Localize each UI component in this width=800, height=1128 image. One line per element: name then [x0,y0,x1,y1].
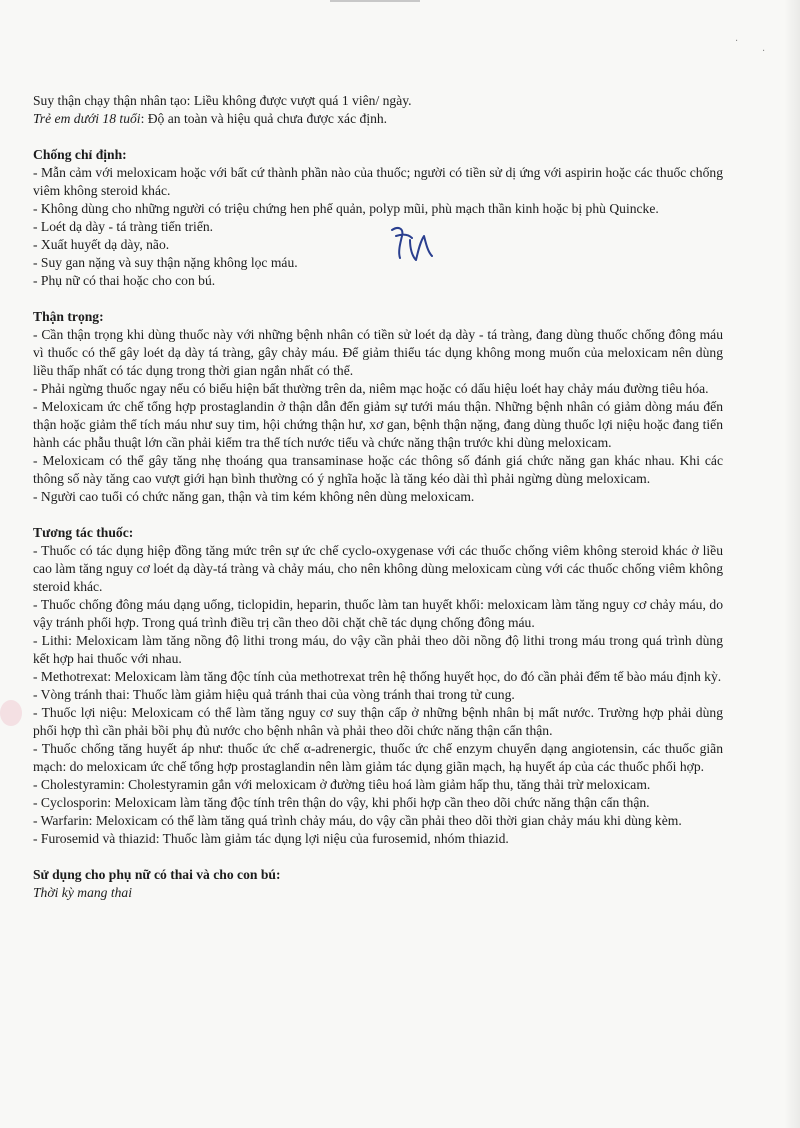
interactions-list [33,542,723,848]
list-item: - Không dùng cho những người có triệu chứng hen phế quản, polyp mũi, phù mạch thần kinh hoặc bị phù Quincke. [33,201,659,216]
list-item: - Cholestyramin: Cholestyramin gắn với meloxicam ở đường tiêu hoá làm giảm hấp thu, tăng thải trừ meloxicam. [33,777,651,792]
children-text: : Độ an toàn và hiệu quả chưa được xác định. [140,111,388,126]
list-item: - Thuốc chống tăng huyết áp như: thuốc ức chế α-adrenergic, thuốc ức chế enzym chuyển dạng angiotensin, các thuốc giãn mạch: do meloxicam ức chế tổng hợp prostaglandin nên làm giảm tác dụng giãn mạch, hạ huyết áp của các thuốc phối hợp. [33,741,723,774]
dosage-line: Suy thận chạy thận nhân tạo: Liều không được vượt quá 1 viên/ ngày. [33,93,412,108]
list-item: - Warfarin: Meloxicam có thể làm tăng quá trình chảy máu, do vậy cần phải theo dõi thời gian chảy máu khi dùng kèm. [33,813,682,828]
list-item: - Mẫn cảm với meloxicam hoặc với bất cứ thành phần nào của thuốc; người có tiền sử dị ứng với aspirin hoặc các thuốc chống viêm không steroid khác. [33,165,723,198]
pregnancy-heading: Sử dụng cho phụ nữ có thai và cho con bú: [33,867,281,882]
interactions-heading: Tương tác thuốc: [33,525,134,540]
list-item: - Meloxicam có thể gây tăng nhẹ thoáng qua transaminase hoặc các thông số đánh giá chức năng gan khác nhau. Khi các thông số này tăng cao vượt giới hạn bình thường có ý nghĩa hoặc là tăng kéo dài thì phải ngừng dùng meloxicam. [33,453,723,486]
list-item: - Phụ nữ có thai hoặc cho con bú. [33,273,216,288]
list-item: - Cyclosporin: Meloxicam làm tăng độc tính trên thận do vậy, khi phối hợp cần theo dõi chức năng thận cẩn thận. [33,795,650,810]
document-body [33,92,723,902]
scan-speck: · [735,36,739,47]
scan-speck: · [762,46,766,57]
children-label: Trẻ em dưới 18 tuổi [33,111,141,126]
list-item: - Loét dạ dày - tá tràng tiến triển. [33,219,214,234]
list-item: - Methotrexat: Meloxicam làm tăng độc tính của methotrexat trên hệ thống huyết học, do đó cần phải đếm tế bào máu định kỳ. [33,669,722,684]
list-item: - Người cao tuổi có chức năng gan, thận và tim kém không nên dùng meloxicam. [33,489,475,504]
list-item: - Xuất huyết dạ dày, não. [33,237,170,252]
list-item: - Lithi: Meloxicam làm tăng nồng độ lithi trong máu, do vậy cần phải theo dõi nồng độ lithi trong máu trong quá trình dùng kết hợp hai thuốc với nhau. [33,633,723,666]
list-item: - Thuốc lợi niệu: Meloxicam có thể làm tăng nguy cơ suy thận cấp ở những bệnh nhân bị mất nước. Trường hợp phải dùng phối hợp thì cần phải bồi phụ đủ nước cho bệnh nhân và phải theo dõi chức năng thận cẩn thận. [33,705,723,738]
precautions-heading: Thận trọng: [33,309,104,324]
page-edge-shadow [784,0,800,1128]
list-item: - Vòng tránh thai: Thuốc làm giảm hiệu quả tránh thai của vòng tránh thai trong tử cung. [33,687,515,702]
stain-mark [0,700,22,726]
list-item: - Cần thận trọng khi dùng thuốc này với những bệnh nhân có tiền sử loét dạ dày - tá tràng, đang dùng thuốc chống đông máu vì thuốc có thể gây loét dạ dày tá tràng, gây chảy máu. Để giảm thiểu tác dụng không mong muốn của meloxicam nên dùng liều thấp nhất có tác dụng trong thời gian ngắn nhất có thể. [33,327,723,378]
children-line [33,110,723,128]
list-item: - Thuốc có tác dụng hiệp đồng tăng mức trên sự ức chế cyclo-oxygenase với các thuốc chống viêm không steroid khác ở liều cao làm tăng nguy cơ loét dạ dày-tá tràng và chảy máu, cho nên không dùng meloxicam cùng với các thuốc chống viêm không steroid khác. [33,543,723,594]
list-item: - Thuốc chống đông máu dạng uống, ticlopidin, heparin, thuốc làm tan huyết khối: meloxicam làm tăng nguy cơ chảy máu, do vậy tránh phối hợp. Trong quá trình điều trị cần theo dõi chặt chẽ tác dụng chống đông máu. [33,597,723,630]
precautions-list [33,326,723,506]
contraindications-list [33,164,723,290]
list-item: - Meloxicam ức chế tổng hợp prostaglandin ở thận dẫn đến giảm sự tưới máu thận. Những bệnh nhân có giảm dòng máu đến thận hoặc giảm thể tích máu như suy tim, hội chứng thận hư, xơ gan, bệnh thận nặng, đang dùng thuốc lợi niệu hoặc đang tiến hành các phẫu thuật lớn cần phải kiểm tra thể tích nước tiểu và chức năng thận trước khi dùng meloxicam. [33,399,723,450]
pregnancy-subheading: Thời kỳ mang thai [33,885,133,900]
list-item: - Phải ngừng thuốc ngay nếu có biểu hiện bất thường trên da, niêm mạc hoặc có dấu hiệu loét hay chảy máu đường tiêu hóa. [33,381,709,396]
scan-edge-mark [330,0,420,2]
list-item: - Suy gan nặng và suy thận nặng không lọc máu. [33,255,298,270]
list-item: - Furosemid và thiazid: Thuốc làm giảm tác dụng lợi niệu của furosemid, nhóm thiazid. [33,831,509,846]
contraindications-heading: Chống chỉ định: [33,147,127,162]
